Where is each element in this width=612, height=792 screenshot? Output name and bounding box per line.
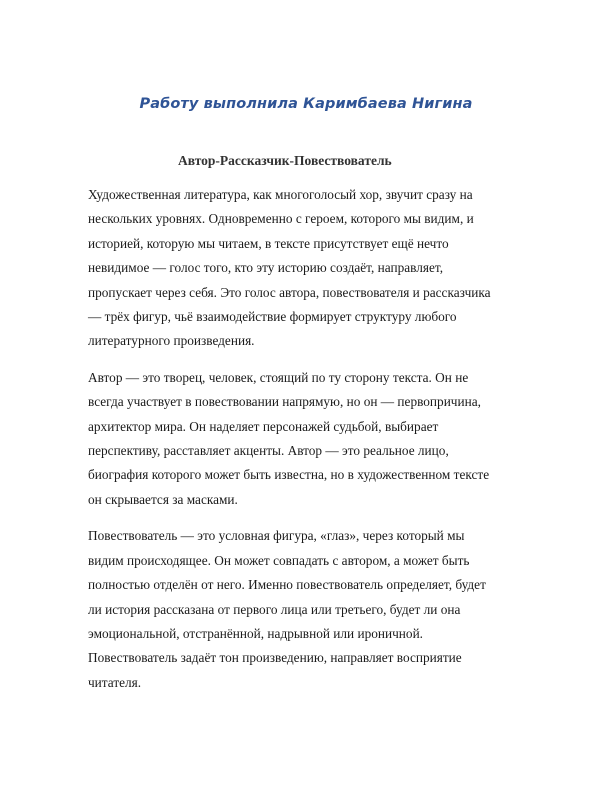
author-line: Работу выполнила Каримбаева Нигина [139, 96, 473, 112]
paragraph-line: Повествователь задаёт тон произведению, направляет восприятие [88, 650, 462, 666]
paragraph-2 [88, 366, 528, 512]
paragraph-line: видим происходящее. Он может совпадать с автором, а может быть [88, 552, 470, 568]
paragraph-line: невидимое — голос того, кто эту историю создаёт, направляет, [88, 260, 444, 276]
document-body [88, 183, 528, 707]
paragraph-line: всегда участвует в повествовании напрямую, но он — первопричина, [88, 394, 481, 410]
paragraph-line: читателя. [88, 674, 142, 690]
paragraph-3 [88, 524, 528, 695]
paragraph-line: Автор — это творец, человек, стоящий по ту сторону текста. Он не [88, 369, 469, 385]
paragraph-line: Повествователь — это условная фигура, «глаз», через который мы [88, 528, 465, 544]
paragraph-line: — трёх фигур, чьё взаимодействие формирует структуру любого [88, 309, 457, 325]
paragraph-1 [88, 183, 528, 354]
paragraph-line: эмоциональной, отстранённой, надрывной или ироничной. [88, 625, 424, 641]
paragraph-line: Художественная литература, как многоголосый хор, звучит сразу на [88, 187, 473, 202]
paragraph-line: перспективу, расставляет акценты. Автор — это реальное лицо, [88, 443, 449, 459]
paragraph-line: нескольких уровнях. Одновременно с героем, которого мы видим, и [88, 211, 474, 227]
paragraph-line: архитектор мира. Он наделяет персонажей судьбой, выбирает [88, 418, 439, 434]
paragraph-line: историей, которую мы читаем, в тексте присутствует ещё нечто [88, 235, 449, 251]
document-title: Автор-Рассказчик-Повествователь [178, 153, 392, 168]
paragraph-line: пропускает через себя. Это голос автора, повествователя и рассказчика [88, 284, 491, 300]
paragraph-line: литературного произведения. [88, 333, 255, 349]
paragraph-line: ли история рассказана от первого лица или третьего, будет ли она [88, 601, 461, 617]
paragraph-line: полностью отделён от него. Именно повествователь определяет, будет [88, 577, 486, 593]
paragraph-line: биография которого может быть известна, но в художественном тексте [88, 467, 490, 483]
paragraph-line: он скрывается за масками. [88, 491, 238, 507]
